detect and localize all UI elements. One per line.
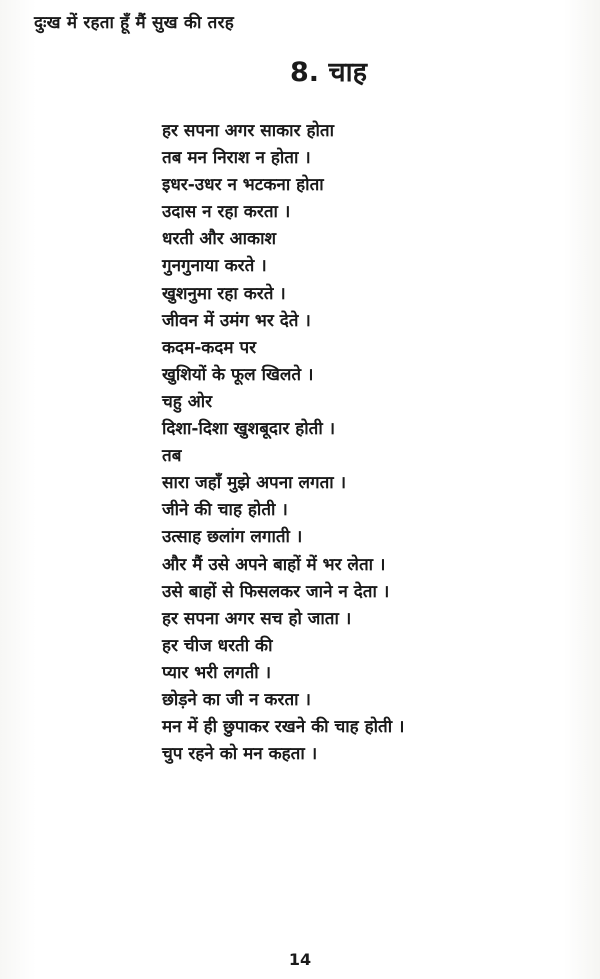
poem-line: हर सपना अगर साकार होता [162,121,334,141]
poem-line: इधर-उधर न भटकना होता [162,175,324,196]
poem-line: खुशनुमा रहा करते । [162,283,286,304]
poem-line: मन में ही छुपाकर रखने की चाह होती । [162,717,405,738]
poem-line: सारा जहाँ मुझे अपना लगता । [162,473,347,494]
poem-line: जीवन में उमंग भर देते । [162,310,311,331]
poem-line: चुप रहने को मन कहता । [162,744,318,765]
poem-line: दिशा-दिशा खुशबूदार होती । [162,419,336,440]
poem-line: प्यार भरी लगती । [162,662,272,683]
poem-line: चहु ओर [162,391,213,412]
poem-line: तब मन निराश न होता । [162,148,311,169]
poem [162,118,404,768]
poem-line: हर चीज धरती की [162,635,273,656]
poem-line: कदम-कदम पर [162,337,257,358]
poem-line: और मैं उसे अपने बाहों में भर लेता । [162,554,386,575]
poem-line: खुशियों के फूल खिलते । [162,364,314,385]
poem-line: छोड़ने का जी न करता । [162,689,311,710]
poem-line: उसे बाहों से फिसलकर जाने न देता । [162,581,390,602]
poem-line: उत्साह छलांग लगाती । [162,527,303,548]
poem-line: जीने की चाह होती । [162,500,288,521]
running-head: दुःख में रहता हूँ मैं सुख की तरह [34,13,234,33]
poem-line: गुनगुनाया करते । [162,256,267,277]
page-number: 14 [288,950,312,969]
poem-line: धरती और आकाश [162,229,277,250]
poem-line: हर सपना अगर सच हो जाता । [162,608,352,629]
poem-line: उदास न रहा करता । [162,202,291,223]
poem-line: तब [162,446,182,467]
chapter-title: 8. चाह [290,57,367,88]
